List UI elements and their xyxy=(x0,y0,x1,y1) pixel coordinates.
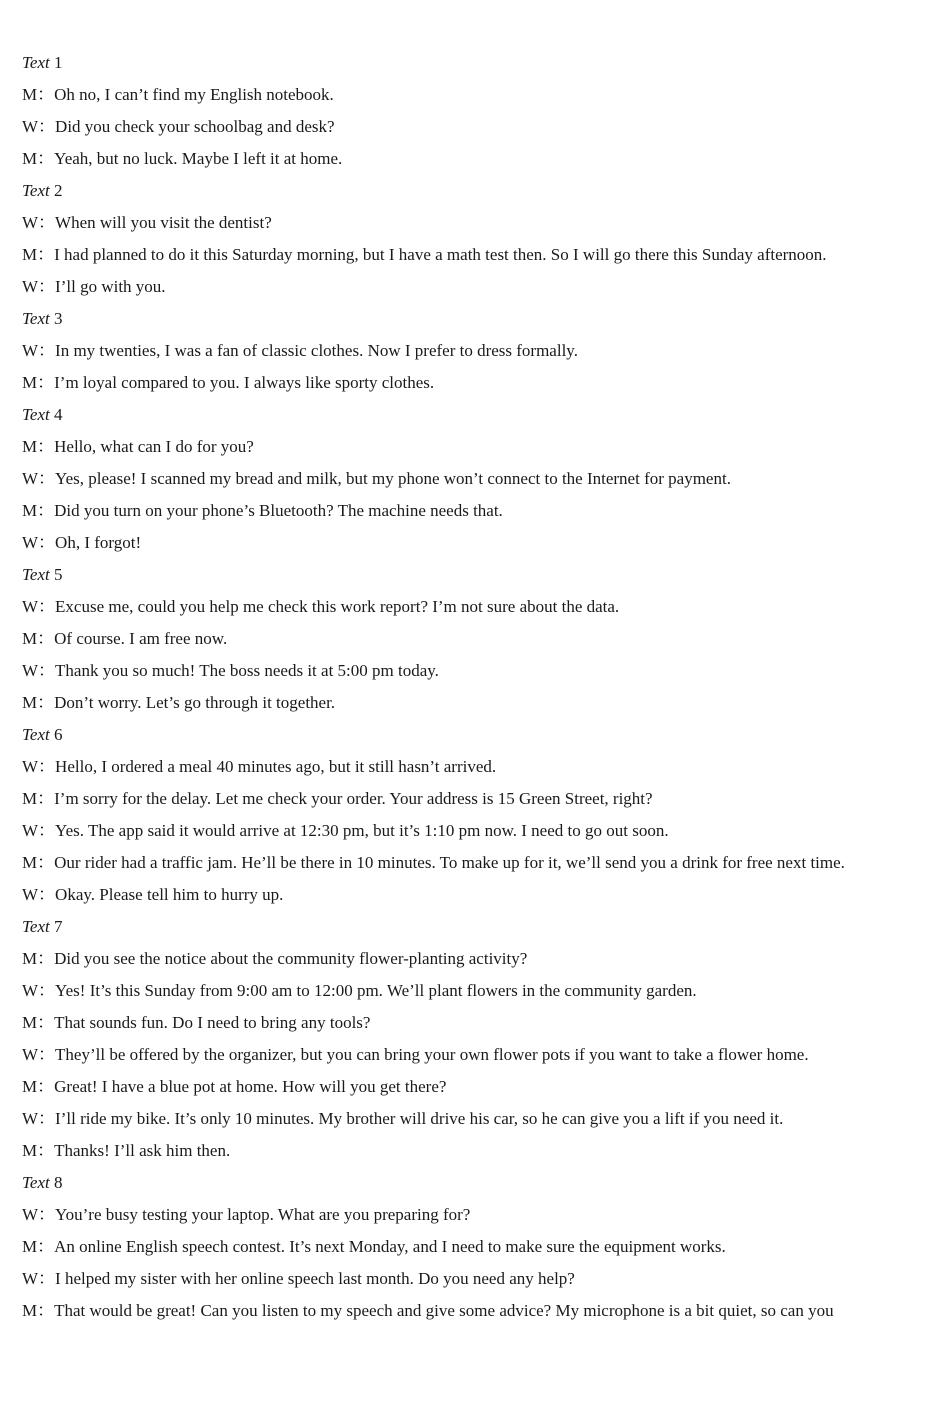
speaker-label: M xyxy=(22,789,38,808)
dialogue-line xyxy=(22,975,942,1007)
speaker-label: W xyxy=(22,1109,39,1128)
utterance-text: You’re busy testing your laptop. What are you preparing for? xyxy=(55,1205,471,1224)
speaker-separator: ： xyxy=(37,85,55,104)
speaker-label: M xyxy=(22,85,38,104)
speaker-separator: ： xyxy=(37,789,55,808)
speaker-separator: ： xyxy=(37,1301,55,1320)
speaker-separator: ： xyxy=(37,373,55,392)
speaker-separator: ： xyxy=(37,1013,55,1032)
speaker-label: M xyxy=(22,437,38,456)
utterance-text: I’m sorry for the delay. Let me check your order. Your address is 15 Green Street, right? xyxy=(54,789,653,808)
speaker-separator: ： xyxy=(37,149,55,168)
speaker-separator: ： xyxy=(37,629,55,648)
utterance-text: I’ll go with you. xyxy=(55,277,166,296)
dialogue-line xyxy=(22,1199,942,1231)
speaker-separator: ： xyxy=(37,437,55,456)
speaker-label: W xyxy=(22,661,39,680)
dialogue-line xyxy=(22,1103,942,1135)
dialogue-line xyxy=(22,1039,942,1071)
dialogue-line xyxy=(22,783,942,815)
speaker-separator: ： xyxy=(38,661,56,680)
utterance-text: In my twenties, I was a fan of classic clothes. Now I prefer to dress formally. xyxy=(55,341,578,360)
dialogue-line xyxy=(22,655,942,687)
dialogue-line xyxy=(22,1071,942,1103)
speaker-label: W xyxy=(22,981,39,1000)
utterance-text: That sounds fun. Do I need to bring any tools? xyxy=(54,1013,371,1032)
speaker-label: M xyxy=(22,245,38,264)
section-heading-number: 8 xyxy=(53,1173,63,1192)
utterance-text: Great! I have a blue pot at home. How will you get there? xyxy=(54,1077,447,1096)
dialogue-line xyxy=(22,271,942,303)
speaker-label: M xyxy=(22,1077,38,1096)
utterance-text: Yes! It’s this Sunday from 9:00 am to 12:00 pm. We’ll plant flowers in the community garden. xyxy=(55,981,697,1000)
utterance-text: An online English speech contest. It’s next Monday, and I need to make sure the equipment works. xyxy=(54,1237,726,1256)
speaker-label: W xyxy=(22,533,39,552)
speaker-separator: ： xyxy=(37,1237,55,1256)
utterance-text: Thanks! I’ll ask him then. xyxy=(54,1141,231,1160)
speaker-separator: ： xyxy=(37,245,55,264)
section-heading-number: 3 xyxy=(53,309,63,328)
section-heading xyxy=(22,911,942,943)
dialogue-line xyxy=(22,687,942,719)
section-heading-number: 7 xyxy=(53,917,63,936)
speaker-separator: ： xyxy=(38,1045,56,1064)
dialogue-line xyxy=(22,847,942,879)
dialogue-line xyxy=(22,1263,942,1295)
section-heading xyxy=(22,47,942,79)
speaker-label: W xyxy=(22,597,39,616)
speaker-label: W xyxy=(22,277,39,296)
speaker-label: M xyxy=(22,149,38,168)
dialogue-line xyxy=(22,1295,942,1327)
speaker-separator: ： xyxy=(38,533,56,552)
dialogue-line xyxy=(22,367,942,399)
section-heading xyxy=(22,303,942,335)
dialogue-line xyxy=(22,623,942,655)
utterance-text: Yes, please! I scanned my bread and milk, but my phone won’t connect to the Internet for payment. xyxy=(55,469,731,488)
utterance-text: Our rider had a traffic jam. He’ll be there in 10 minutes. To make up for it, we’ll send you a drink for free next time. xyxy=(54,853,845,872)
speaker-separator: ： xyxy=(38,821,56,840)
speaker-separator: ： xyxy=(38,597,56,616)
section-heading xyxy=(22,1167,942,1199)
speaker-separator: ： xyxy=(38,1269,56,1288)
utterance-text: Of course. I am free now. xyxy=(54,629,228,648)
speaker-separator: ： xyxy=(38,885,56,904)
dialogue-line xyxy=(22,751,942,783)
section-heading-number: 6 xyxy=(53,725,63,744)
section-heading-label: Text xyxy=(22,181,50,200)
speaker-label: M xyxy=(22,373,38,392)
section-heading-number: 4 xyxy=(53,405,63,424)
utterance-text: They’ll be offered by the organizer, but you can bring your own flower pots if you want to take a flower home. xyxy=(55,1045,809,1064)
section-heading-label: Text xyxy=(22,53,50,72)
dialogue-line xyxy=(22,527,942,559)
dialogue-line xyxy=(22,495,942,527)
utterance-text: Oh, I forgot! xyxy=(55,533,142,552)
utterance-text: Okay. Please tell him to hurry up. xyxy=(55,885,284,904)
speaker-label: W xyxy=(22,1045,39,1064)
dialogue-line xyxy=(22,239,942,271)
section-heading-label: Text xyxy=(22,1173,50,1192)
dialogue-line xyxy=(22,335,942,367)
dialogue-line xyxy=(22,111,942,143)
transcript-document xyxy=(22,47,942,1327)
section-heading xyxy=(22,719,942,751)
speaker-label: W xyxy=(22,117,39,136)
section-heading-label: Text xyxy=(22,725,50,744)
utterance-text: That would be great! Can you listen to my speech and give some advice? My microphone is a bit quiet, so can you xyxy=(54,1301,834,1320)
utterance-text: Did you see the notice about the community flower-planting activity? xyxy=(54,949,528,968)
speaker-label: W xyxy=(22,821,39,840)
speaker-separator: ： xyxy=(38,341,56,360)
speaker-separator: ： xyxy=(37,949,55,968)
section-heading xyxy=(22,559,942,591)
dialogue-line xyxy=(22,1231,942,1263)
speaker-separator: ： xyxy=(38,117,56,136)
utterance-text: I’ll ride my bike. It’s only 10 minutes. My brother will drive his car, so he can give you a lift if you need it. xyxy=(55,1109,784,1128)
dialogue-line xyxy=(22,1007,942,1039)
speaker-separator: ： xyxy=(38,277,56,296)
speaker-separator: ： xyxy=(37,693,55,712)
speaker-label: W xyxy=(22,885,39,904)
speaker-label: M xyxy=(22,501,38,520)
speaker-separator: ： xyxy=(37,1141,55,1160)
speaker-separator: ： xyxy=(37,1077,55,1096)
speaker-label: M xyxy=(22,1141,38,1160)
section-heading-number: 5 xyxy=(53,565,63,584)
utterance-text: Yes. The app said it would arrive at 12:30 pm, but it’s 1:10 pm now. I need to go out soon. xyxy=(55,821,669,840)
speaker-label: W xyxy=(22,1205,39,1224)
dialogue-line xyxy=(22,79,942,111)
speaker-separator: ： xyxy=(37,853,55,872)
speaker-label: M xyxy=(22,1237,38,1256)
dialogue-line xyxy=(22,463,942,495)
dialogue-line xyxy=(22,815,942,847)
section-heading-label: Text xyxy=(22,309,50,328)
speaker-label: W xyxy=(22,341,39,360)
dialogue-line xyxy=(22,879,942,911)
utterance-text: Hello, what can I do for you? xyxy=(54,437,254,456)
speaker-separator: ： xyxy=(38,1109,56,1128)
section-heading xyxy=(22,399,942,431)
utterance-text: Oh no, I can’t find my English notebook. xyxy=(54,85,334,104)
utterance-text: When will you visit the dentist? xyxy=(55,213,272,232)
utterance-text: Excuse me, could you help me check this work report? I’m not sure about the data. xyxy=(55,597,620,616)
speaker-separator: ： xyxy=(38,469,56,488)
dialogue-line xyxy=(22,591,942,623)
speaker-label: M xyxy=(22,1301,38,1320)
section-heading xyxy=(22,175,942,207)
utterance-text: I’m loyal compared to you. I always like sporty clothes. xyxy=(54,373,435,392)
utterance-text: Don’t worry. Let’s go through it together. xyxy=(54,693,336,712)
utterance-text: Did you turn on your phone’s Bluetooth? The machine needs that. xyxy=(54,501,503,520)
section-heading-number: 1 xyxy=(53,53,63,72)
speaker-label: M xyxy=(22,853,38,872)
speaker-separator: ： xyxy=(38,757,56,776)
utterance-text: I helped my sister with her online speech last month. Do you need any help? xyxy=(55,1269,575,1288)
speaker-separator: ： xyxy=(37,501,55,520)
speaker-separator: ： xyxy=(38,1205,56,1224)
speaker-label: M xyxy=(22,693,38,712)
speaker-label: M xyxy=(22,1013,38,1032)
utterance-text: Did you check your schoolbag and desk? xyxy=(55,117,335,136)
utterance-text: Hello, I ordered a meal 40 minutes ago, but it still hasn’t arrived. xyxy=(55,757,497,776)
dialogue-line xyxy=(22,207,942,239)
speaker-separator: ： xyxy=(38,981,56,1000)
speaker-label: M xyxy=(22,629,38,648)
speaker-label: W xyxy=(22,469,39,488)
speaker-label: W xyxy=(22,213,39,232)
utterance-text: Yeah, but no luck. Maybe I left it at home. xyxy=(54,149,343,168)
section-heading-label: Text xyxy=(22,405,50,424)
speaker-label: W xyxy=(22,757,39,776)
speaker-label: W xyxy=(22,1269,39,1288)
utterance-text: Thank you so much! The boss needs it at 5:00 pm today. xyxy=(55,661,439,680)
section-heading-label: Text xyxy=(22,565,50,584)
dialogue-line xyxy=(22,143,942,175)
utterance-text: I had planned to do it this Saturday morning, but I have a math test then. So I will go there this Sunday afternoon. xyxy=(54,245,827,264)
section-heading-number: 2 xyxy=(53,181,63,200)
speaker-label: M xyxy=(22,949,38,968)
speaker-separator: ： xyxy=(38,213,56,232)
dialogue-line xyxy=(22,1135,942,1167)
section-heading-label: Text xyxy=(22,917,50,936)
dialogue-line xyxy=(22,943,942,975)
dialogue-line xyxy=(22,431,942,463)
